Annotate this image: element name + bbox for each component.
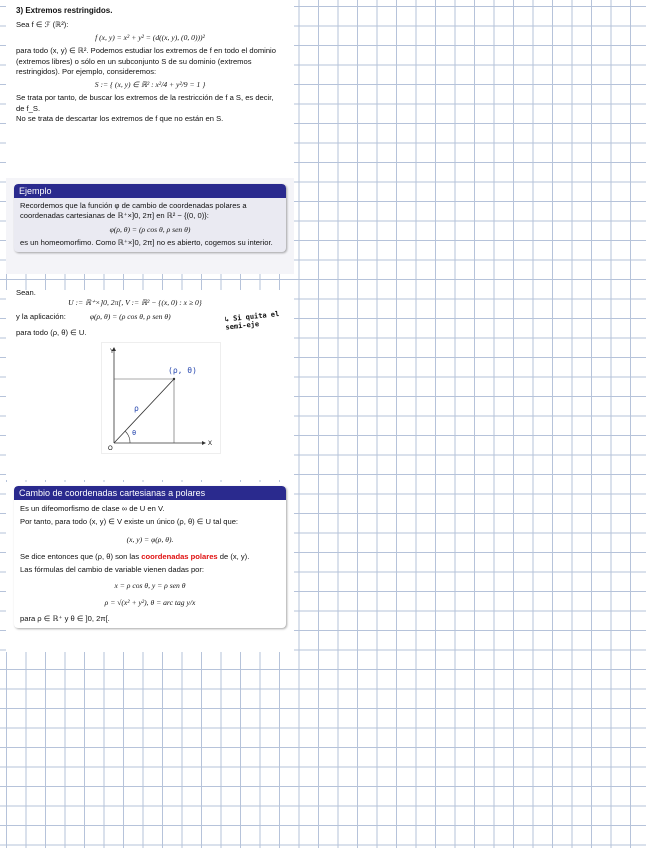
ejemplo-text-1: Recordemos que la función φ de cambio de coordenadas polares a coordenadas cartesianas de ℝ⁺×]0, 2π] en ℝ² − {(0, 0)}:: [20, 201, 247, 221]
line3-suffix: de (x, y).: [219, 551, 250, 561]
section-title: 3) Extremos restringidos.: [16, 6, 113, 15]
line3-prefix: Se dice entonces que (ρ, θ) son las: [20, 551, 140, 561]
formula-S: S := { (x, y) ∈ ℝ² : x²/4 + y²/9 = 1 }: [94, 80, 206, 90]
slide-extremos-restringidos: [6, 0, 294, 178]
formula-rho-theta: ρ = √(x² + y²), θ = arc tag y/x: [104, 597, 196, 607]
block-title: Cambio de coordenadas cartesianas a polares: [14, 486, 286, 500]
polar-diagram-svg: [102, 343, 220, 453]
line-difeomorfismo: Es un difeomorfismo de clase ∞ de U en V.: [20, 504, 165, 514]
formula-phi: φ(ρ, θ) = (ρ cos θ, ρ sen θ): [109, 224, 191, 234]
handwritten-note: ↳ Si quita el semi-eje: [224, 309, 280, 333]
sean-label: Sean.: [16, 288, 36, 297]
intro-line: Sea f ∈ ℱ (ℝ²):: [16, 19, 69, 29]
line-existe: Por tanto, para todo (x, y) ∈ V existe un único (ρ, θ) ∈ U tal que:: [20, 517, 239, 527]
slide-ejemplo: [6, 178, 294, 274]
para-todo-line: para todo (ρ, θ) ∈ U.: [16, 327, 87, 337]
x-axis-label: X: [208, 441, 213, 447]
formula-sets: U := ℝ⁺×]0, 2π[, V := ℝ² − {(x, 0) : x ≥ 0}: [68, 298, 202, 308]
line-dominio: para ρ ∈ ℝ⁺ y θ ∈ ]0, 2π[.: [20, 613, 110, 623]
formula-x-y: x = ρ cos θ, y = ρ sen θ: [114, 581, 186, 591]
aplicacion-label: y la aplicación:: [16, 311, 66, 321]
cambio-block: [14, 486, 286, 628]
paragraph-restriccion: Se trata por tanto, de buscar los extremos de la restricción de f a S, es decir, de f_S.: [16, 93, 274, 113]
ejemplo-block: [14, 184, 286, 252]
formula-f: f (x, y) = x² + y² = (d((x, y), (0, 0)))²: [95, 33, 205, 43]
paragraph-descartar: No se trata de descartar los extremos de f que no están en S.: [16, 113, 224, 123]
line-formulas: Las fórmulas del cambio de variable vienen dadas por:: [20, 565, 205, 575]
y-axis-label: Y: [110, 349, 115, 355]
formula-aplicacion: φ(ρ, θ) = (ρ cos θ, ρ sen θ): [89, 311, 171, 321]
block-title: Ejemplo: [14, 184, 286, 198]
point-label: (ρ, θ): [168, 366, 197, 375]
slide-cambio-coordenadas: [6, 482, 294, 652]
paragraph-extremos: para todo (x, y) ∈ ℝ². Podemos estudiar los extremos de f en todo el dominio (extremos libres) o sólo en un subconjunto S de su dominio (extremos restringidos). Por ejemplo, consideremos:: [16, 46, 276, 76]
line-coordenadas-polares: [20, 552, 280, 562]
polar-diagram: [101, 342, 221, 454]
ejemplo-text-2: es un homeomorfimo. Como ℝ⁺×]0, 2π] no es abierto, cogemos su interior.: [20, 237, 273, 247]
rho-label: ρ: [134, 404, 139, 413]
formula-xy: (x, y) = φ(ρ, θ).: [126, 534, 174, 544]
origin-label: O: [108, 446, 113, 452]
theta-label: θ: [132, 429, 137, 437]
highlight-coordenadas-polares: coordenadas polares: [141, 551, 218, 561]
